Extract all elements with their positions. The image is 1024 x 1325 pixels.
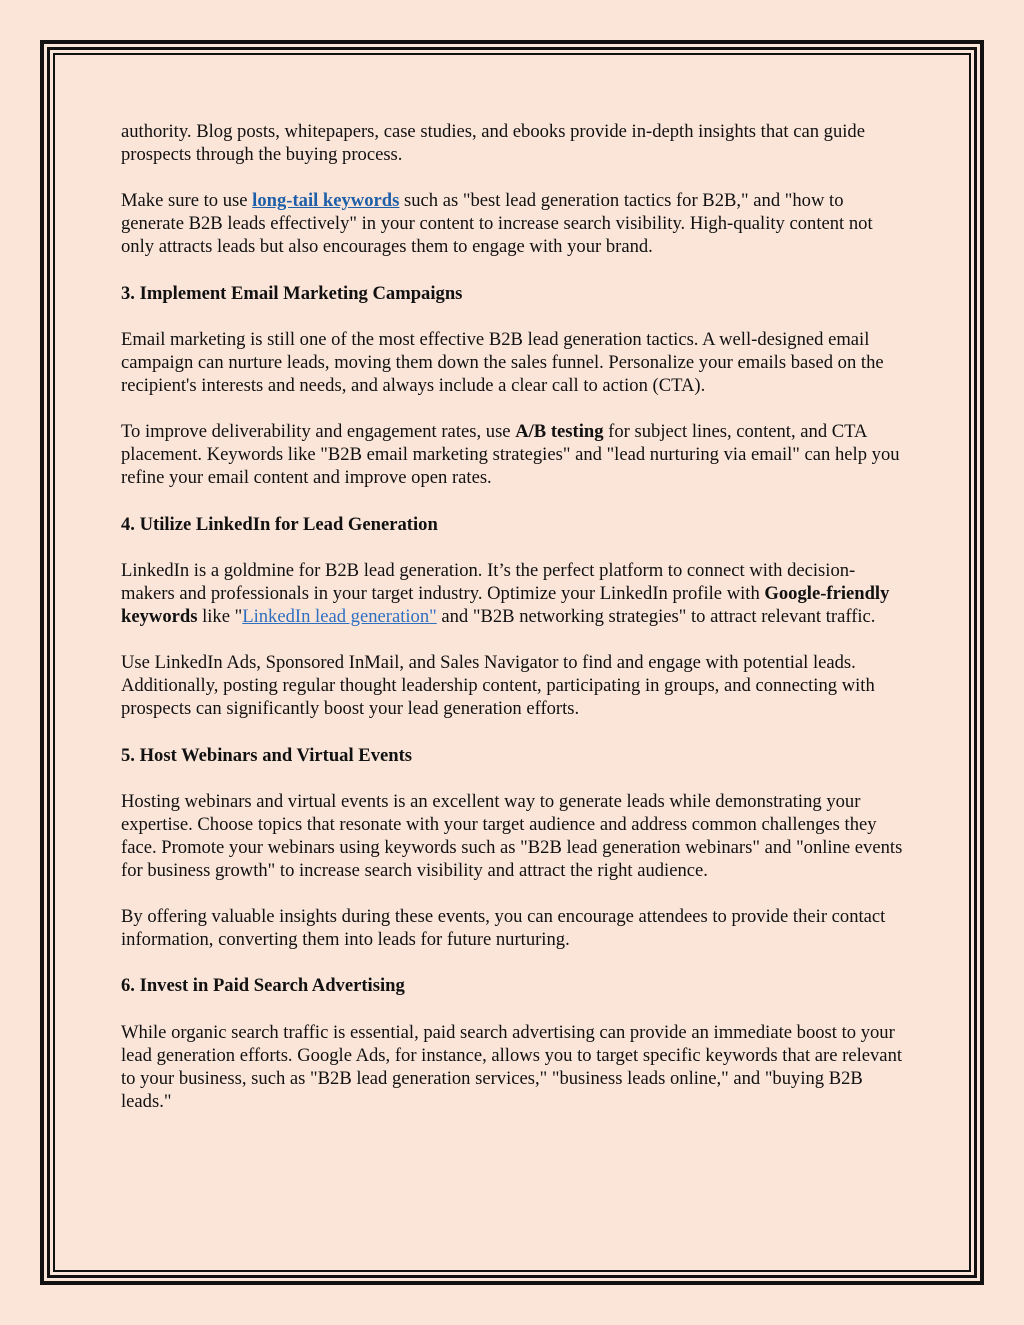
google-friendly-keywords-bold: Google-friendly keywords (121, 582, 890, 627)
paragraph-webinars: Hosting webinars and virtual events is an excellent way to generate leads while demonstrating your expertise. Choose topics that resonate with your target audience and address common challenges they face. Promote your webinars using keywords such as "B2B lead generation webinars" and "online events for business growth" to increase search visibility and attract the right audience. (121, 790, 903, 881)
paragraph-text: LinkedIn is a goldmine for B2B lead generation. It’s the perfect platform to connect with decision-makers and professionals in your target industry. Optimize your LinkedIn profile with (121, 559, 856, 604)
long-tail-keywords-link[interactable]: long-tail keywords (252, 190, 400, 212)
paragraph-ab-testing (121, 420, 907, 489)
paragraph-long-tail-keywords (121, 189, 907, 258)
section-heading-linkedin: 4. Utilize LinkedIn for Lead Generation (121, 513, 438, 535)
paragraph-text: To improve deliverability and engagement rates, use (121, 421, 516, 443)
paragraph-text: like " (197, 605, 243, 627)
paragraph-text: Make sure to use (121, 190, 253, 212)
section-heading-email-marketing: 3. Implement Email Marketing Campaigns (121, 282, 463, 304)
section-heading-paid-search: 6. Invest in Paid Search Advertising (121, 975, 405, 997)
ab-testing-bold: A/B testing (515, 421, 604, 443)
paragraph-email-marketing: Email marketing is still one of the most effective B2B lead generation tactics. A well-designed email campaign can nurture leads, moving them down the sales funnel. Personalize your emails based on the recipient's interests and needs, and always include a clear call to action (CTA). (121, 328, 884, 397)
document-body (121, 120, 907, 1136)
paragraph-content-authority: authority. Blog posts, whitepapers, case studies, and ebooks provide in-depth insights that can guide prospects through the buying process. (121, 121, 865, 166)
linkedin-lead-generation-link[interactable]: LinkedIn lead generation" (242, 605, 437, 627)
paragraph-valuable-insights: By offering valuable insights during these events, you can encourage attendees to provide their contact information, converting them into leads for future nurturing. (121, 906, 886, 951)
paragraph-text: for subject lines, content, and CTA placement. Keywords like "B2B email marketing strategies" and "lead nurturing via email" can help you refine your email content and improve open rates. (121, 421, 900, 489)
paragraph-paid-search: While organic search traffic is essential, paid search advertising can provide an immediate boost to your lead generation efforts. Google Ads, for instance, allows you to target specific keywords that are relevant to your business, such as "B2B lead generation services," "business leads online," and "buying B2B leads." (121, 1021, 903, 1112)
section-heading-webinars: 5. Host Webinars and Virtual Events (121, 744, 413, 766)
paragraph-text: and "B2B networking strategies" to attract relevant traffic. (436, 605, 876, 627)
paragraph-text: such as "best lead generation tactics for B2B," and "how to generate B2B leads effectively" in your content to increase search visibility. High-quality content not only attracts leads but also encourages them to engage with your brand. (121, 190, 873, 258)
paragraph-linkedin-ads: Use LinkedIn Ads, Sponsored InMail, and Sales Navigator to find and engage with potential leads. Additionally, posting regular thought leadership content, participating in groups, and connecting with prospects can significantly boost your lead generation efforts. (121, 652, 875, 720)
paragraph-linkedin-goldmine (121, 559, 907, 628)
